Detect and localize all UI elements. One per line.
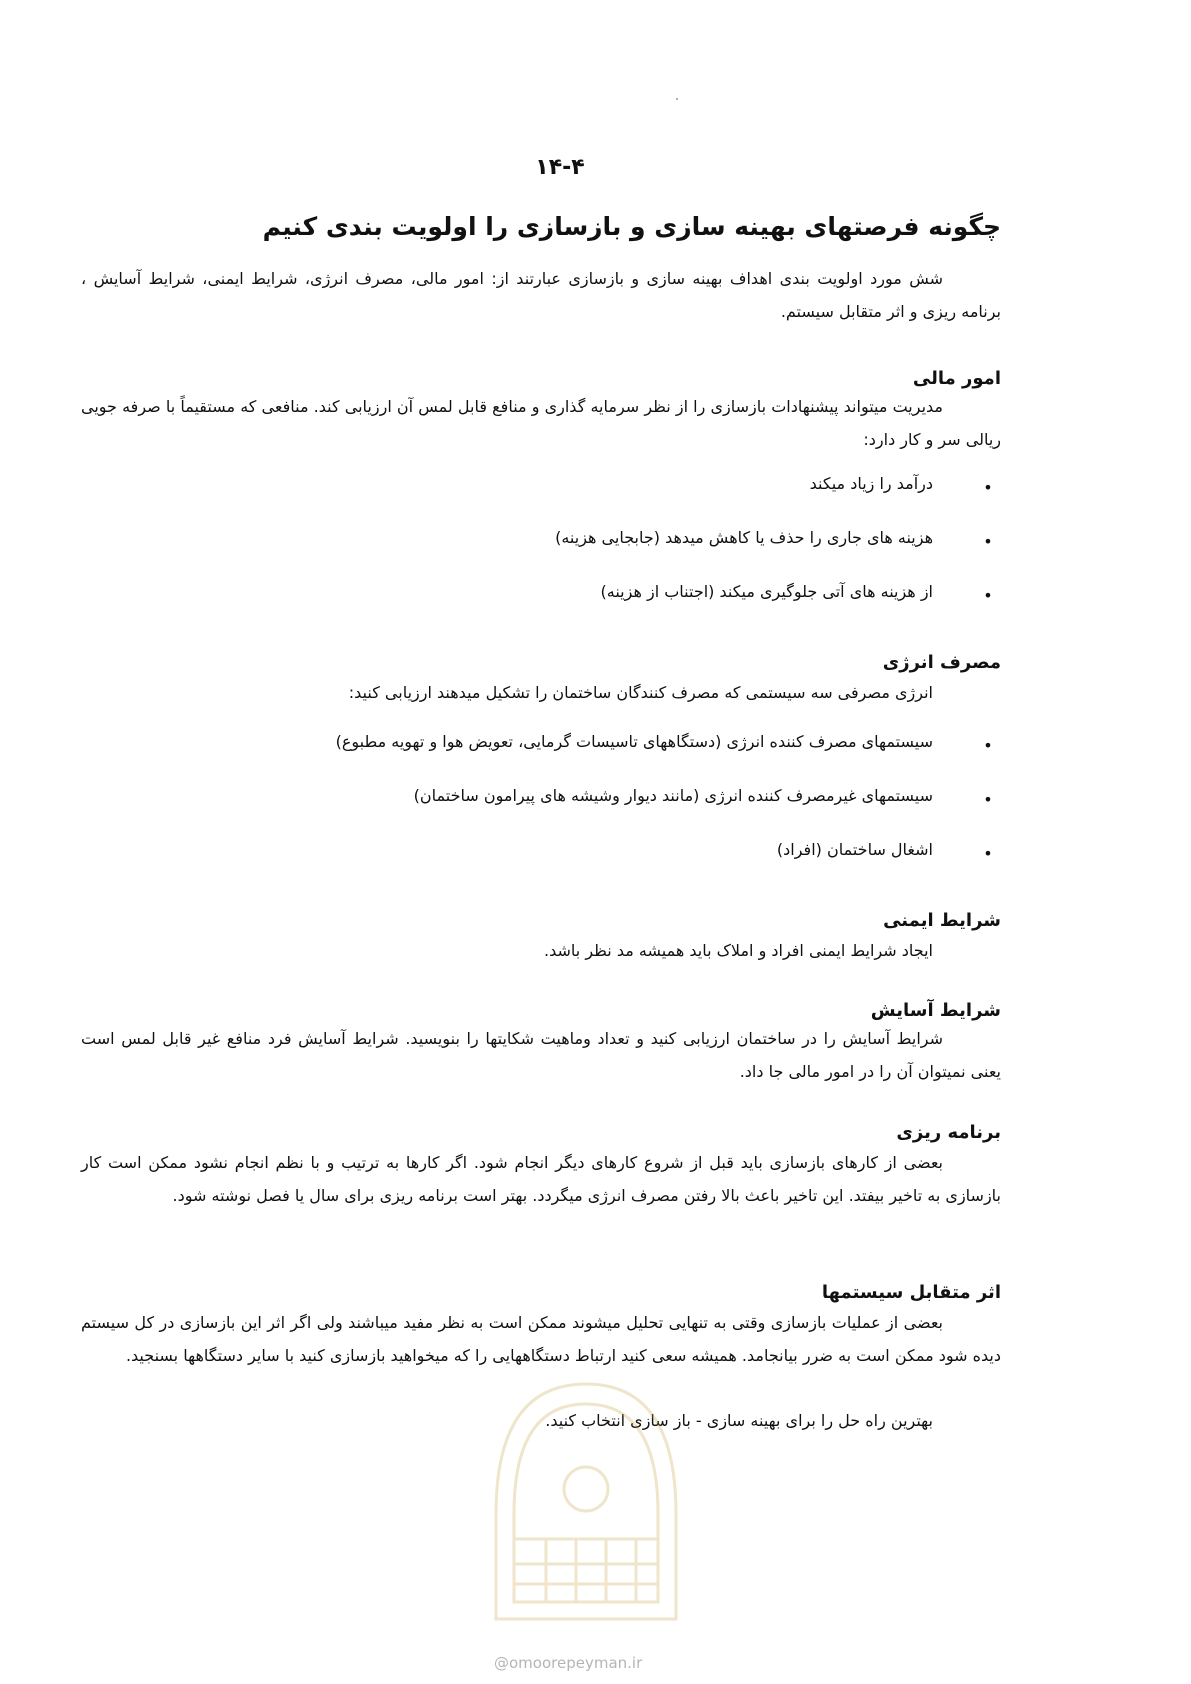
bullet-marker: •	[983, 844, 993, 863]
heading-planning: برنامه ریزی	[896, 1122, 1001, 1143]
bullet-energy-3: اشغال ساختمان (افراد)	[776, 840, 933, 859]
heading-financial: امور مالی	[912, 368, 1001, 389]
bullet-energy-1: سیستمهای مصرف کننده انرژی (دستگاههای تاسیسات گرمایی، تعویض هوا و تهویه مطبوع)	[335, 732, 933, 751]
heading-safety: شرایط ایمنی	[883, 910, 1001, 931]
heading-energy: مصرف انرژی	[882, 652, 1001, 673]
paragraph-comfort: شرایط آسایش را در ساختمان ارزیابی کنید و تعداد وماهیت شکایتها را بنویسید. شرایط آسایش فرد منافع غیر قابل لمس است یعنی نمیتوان آن را در امور مالی جا داد.	[81, 1029, 1001, 1081]
bullet-energy-2: سیستمهای غیرمصرف کننده انرژی (مانند دیوار وشیشه های پیرامون ساختمان)	[413, 786, 933, 805]
closing-line: بهترین راه حل را برای بهینه سازی - باز سازی انتخاب کنید.	[545, 1411, 933, 1430]
paragraph-energy: انرژی مصرفی سه سیستمی که مصرف کنندگان ساختمان را تشکیل میدهند ارزیابی کنید:	[348, 683, 933, 702]
page-title: چگونه فرصتهای بهینه سازی و بازسازی را اولویت بندی کنیم	[262, 212, 1001, 241]
bullet-marker: •	[983, 736, 993, 755]
heading-comfort: شرایط آسایش	[870, 1000, 1001, 1021]
bullet-marker: •	[983, 790, 993, 809]
bullet-marker: •	[983, 586, 993, 605]
bullet-financial-2: هزینه های جاری را حذف یا کاهش میدهد (جابجایی هزینه)	[555, 528, 933, 547]
paragraph-interaction: بعضی از عملیات بازسازی وقتی به تنهایی تحلیل میشوند ممکن است به نظر مفید میباشند ولی اگر اثر این بازسازی در کل سیستم دیده شود ممکن است به ضرر بیانجامد. همیشه سعی کنید ارتباط دستگاههایی را که میخواهید بازسازی کنید با سایر دستگاهها بسنجید.	[81, 1313, 1001, 1365]
bullet-marker: •	[983, 532, 993, 551]
paragraph-financial: مدیریت میتواند پیشنهادات بازسازی را از نظر سرمایه گذاری و منافع قابل لمس آن ارزیابی کند. منافعی که مستقیماً با صرفه جویی ریالی سر و کار دارد:	[81, 397, 1001, 449]
watermark-at-icon: @	[494, 1654, 509, 1672]
bullet-financial-1: درآمد را زیاد میکند	[809, 474, 933, 493]
watermark-url: @omoorepeyman.ir	[494, 1654, 643, 1672]
bullet-marker: •	[983, 478, 993, 497]
paragraph-planning: بعضی از کارهای بازسازی باید قبل از شروع کارهای دیگر انجام شود. اگر کارها به ترتیب و با نظم انجام نشود ممکن است کار بازسازی به تاخیر بیفتد. این تاخیر باعث بالا رفتن مصرف انرژی میگردد. بهتر است برنامه ریزی برای سال یا فصل نوشته شود.	[81, 1153, 1001, 1205]
intro-paragraph: شش مورد اولویت بندی اهداف بهینه سازی و بازسازی عبارتند از: امور مالی، مصرف انرژی، شرایط ایمنی، شرایط آسایش ، برنامه ریزی و اثر متقابل سیستم.	[81, 269, 1001, 321]
bullet-financial-3: از هزینه های آتی جلوگیری میکند (اجتناب از هزینه)	[600, 582, 933, 601]
section-number: ۱۴-۴	[535, 155, 585, 180]
paragraph-safety: ایجاد شرایط ایمنی افراد و املاک باید همیشه مد نظر باشد.	[544, 941, 933, 960]
watermark-seal	[476, 1364, 696, 1634]
scan-speck	[676, 98, 678, 100]
heading-interaction: اثر متقابل سیستمها	[821, 1282, 1001, 1303]
